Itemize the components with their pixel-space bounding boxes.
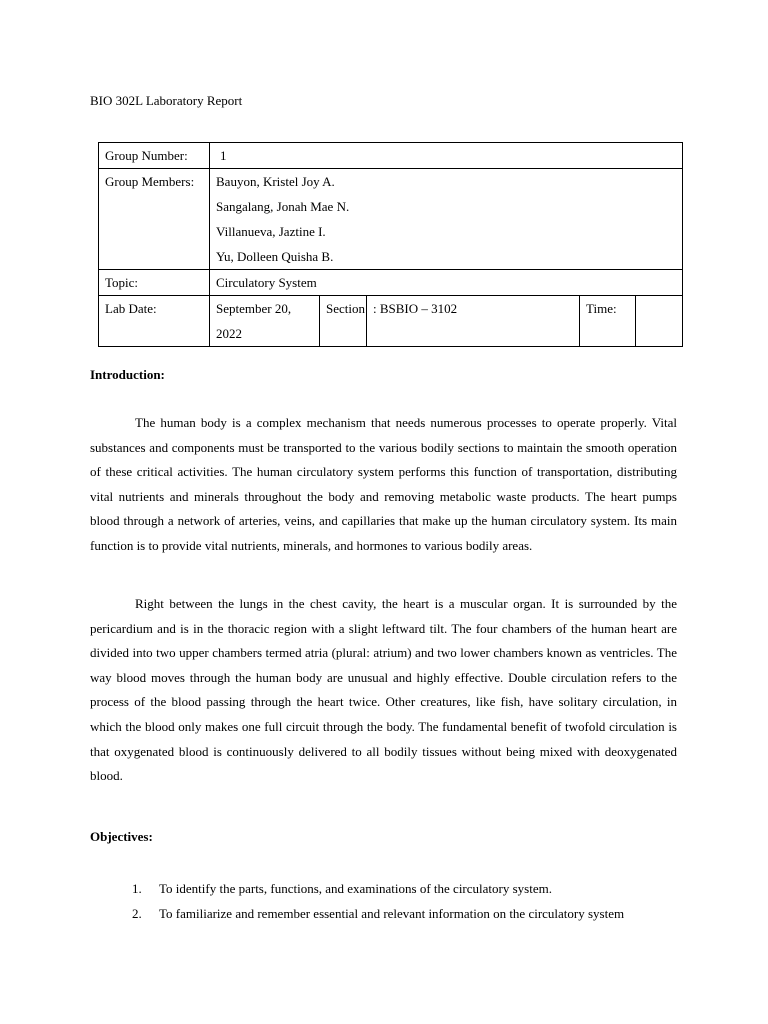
- member-name: Yu, Dolleen Quisha B.: [216, 249, 334, 264]
- lab-date-value: September 20, 2022: [210, 296, 320, 347]
- member-name: Villanueva, Jaztine I.: [216, 224, 326, 239]
- member-name: Sangalang, Jonah Mae N.: [216, 199, 350, 214]
- objective-item: [132, 901, 624, 926]
- group-members-label: Group Members:: [99, 169, 210, 270]
- objective-number: 1.: [132, 881, 142, 896]
- topic-value: Circulatory System: [210, 270, 683, 296]
- group-members-list: [210, 169, 683, 270]
- time-value: [636, 296, 683, 347]
- objective-text: To familiarize and remember essential and relevant information on the circulatory system: [159, 906, 625, 921]
- introduction-paragraph-2: Right between the lungs in the chest cavity, the heart is a muscular organ. It is surrounded by the pericardium and is in the thoracic region with a slight leftward tilt. The four chambers of the human heart are divided into two upper chambers termed atria (plural: atrium) and two lower chambers known as ventricles. The way blood moves through the human body are unusual and highly effective. Double circulation refers to the process of the blood passing through the heart twice. Other creatures, like fish, have solitary circulation, in which the blood only makes one full circuit through the body. The fundamental benefit of twofold circulation is that oxygenated blood is continuously delivered to all bodily tissues without being mixed with deoxygenated blood.: [90, 596, 677, 784]
- objectives-list: [132, 876, 624, 926]
- section-value: : BSBIO – 3102: [367, 296, 580, 347]
- objective-item: [132, 876, 624, 901]
- introduction-paragraph-1: The human body is a complex mechanism that needs numerous processes to operate properly. Vital substances and components must be transported to the various bodily sections to maintain the smooth operation of these critical activities. The human circulatory system performs this function of transportation, distributing vital nutrients and minerals throughout the body and removing metabolic waste products. The heart pumps blood through a network of arteries, veins, and capillaries that make up the human circulatory system. Its main function is to provide vital nutrients, minerals, and hormones to various bodily areas.: [90, 415, 677, 553]
- objectives-heading: Objectives:: [90, 829, 153, 844]
- table-row-lab-date: [99, 296, 683, 347]
- topic-label: Topic:: [99, 270, 210, 296]
- table-row-group-number: [99, 143, 683, 169]
- report-title: BIO 302L Laboratory Report: [90, 93, 243, 108]
- introduction-heading: Introduction:: [90, 367, 165, 382]
- table-row-group-members: [99, 169, 683, 270]
- lab-date-label: Lab Date:: [99, 296, 210, 347]
- time-label: Time:: [580, 296, 636, 347]
- objective-text: To identify the parts, functions, and examinations of the circulatory system.: [159, 881, 552, 896]
- group-number-label: Group Number:: [99, 143, 210, 169]
- section-label: Section: [320, 296, 367, 347]
- objective-number: 2.: [132, 906, 142, 921]
- member-name: Bauyon, Kristel Joy A.: [216, 174, 335, 189]
- table-row-topic: [99, 270, 683, 296]
- group-info-table: [98, 142, 683, 347]
- group-number-value: 1: [210, 143, 683, 169]
